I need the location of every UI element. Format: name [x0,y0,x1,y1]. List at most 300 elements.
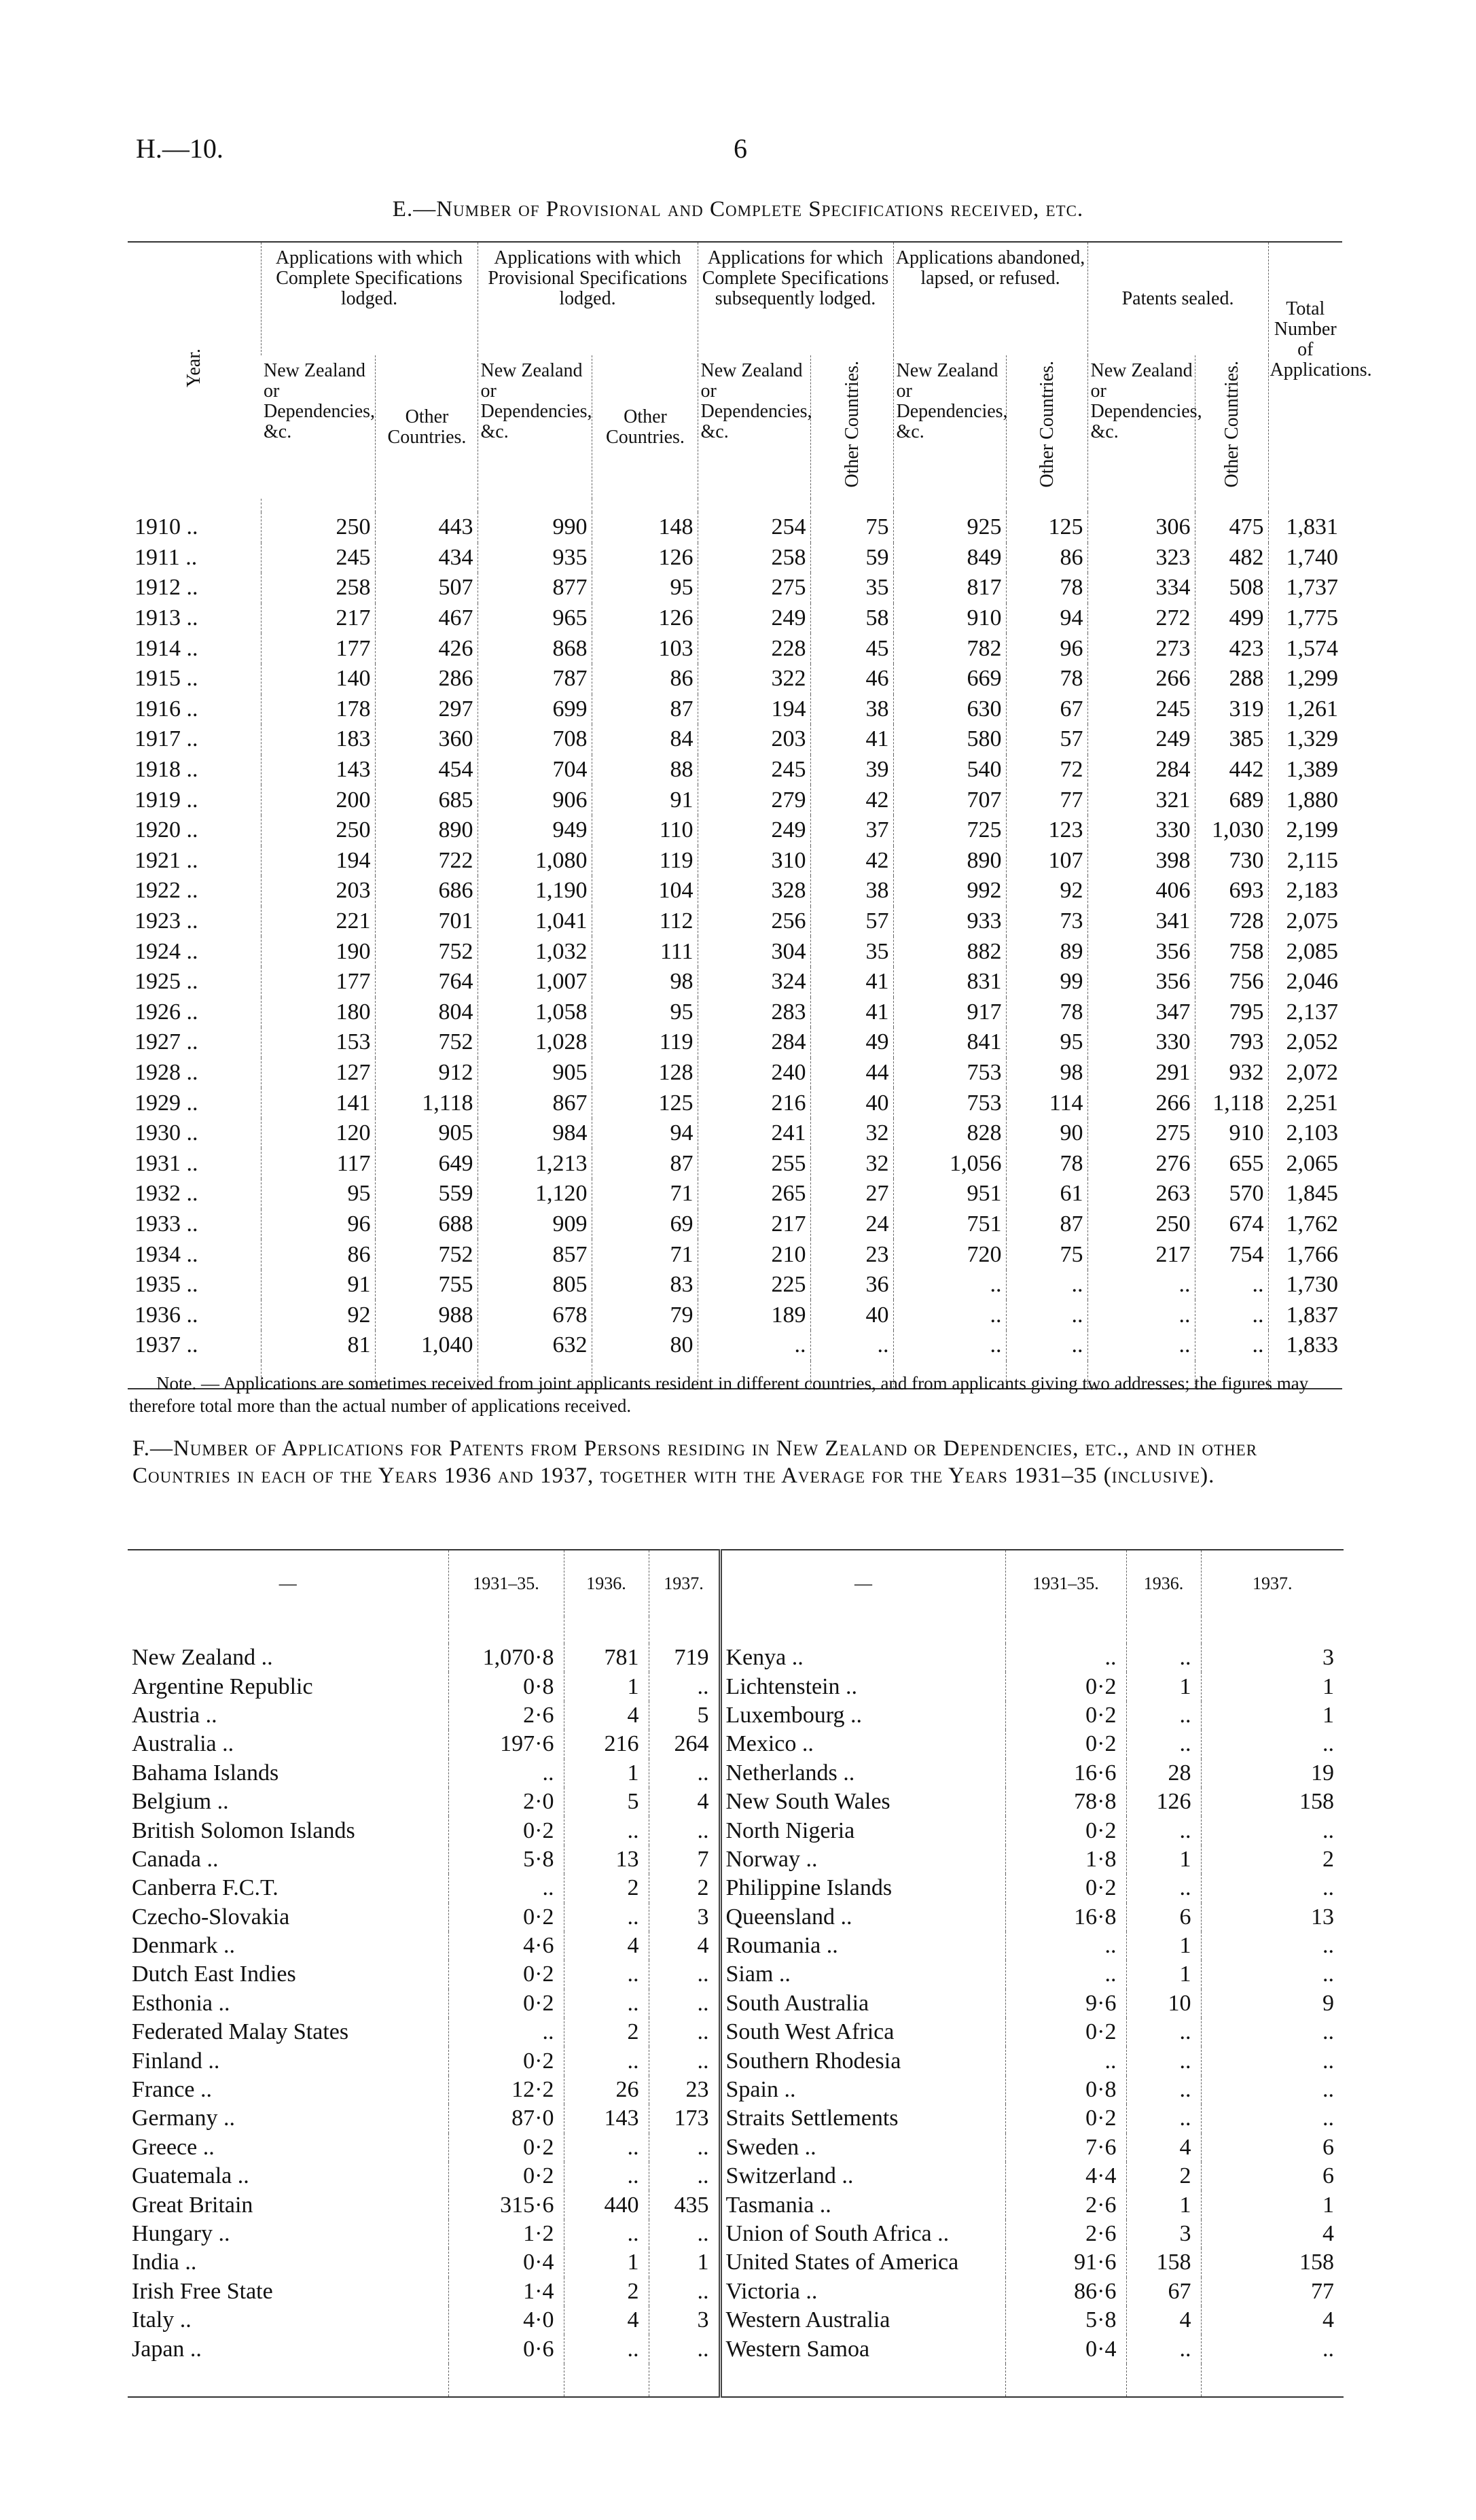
value-cell: .. [1126,2018,1201,2046]
year-cell: 1922 .. [134,878,198,904]
value-cell: 909 [478,1209,592,1240]
value-cell: 110 [592,815,698,846]
table-row [128,846,1342,876]
table-row [128,1300,1342,1330]
value-cell: 4 [564,1932,649,1960]
value-cell: 84 [592,724,698,755]
value-cell: 217 [698,1209,810,1240]
value-cell: 2,085 [1268,936,1342,967]
table-row [128,2190,1344,2219]
value-cell: 265 [698,1179,810,1209]
value-cell: .. [649,2046,720,2075]
value-cell: 103 [592,633,698,664]
country-cell: Denmark .. [132,1933,236,1959]
country-cell: India .. [132,2250,197,2275]
table-row [128,997,1342,1028]
table-row [128,2277,1344,2306]
country-cell: Czecho-Slovakia [132,1904,290,1930]
value-cell: 71 [592,1239,698,1270]
value-cell: 499 [1195,603,1268,634]
value-cell: 3 [1201,1644,1344,1672]
country-cell: Sweden .. [720,2133,1005,2162]
sub-header-other: Other Countries. [810,355,893,499]
value-cell: 406 [1087,876,1195,906]
table-row [128,876,1342,906]
value-cell: 4 [649,1932,720,1960]
value-cell: 632 [478,1330,592,1361]
value-cell: 203 [261,876,375,906]
spacer-row [128,1616,1344,1644]
value-cell: 933 [893,906,1006,937]
value-cell: 751 [893,1209,1006,1240]
value-cell: 279 [698,785,810,815]
year-cell: 1930 .. [134,1120,198,1146]
table-row [128,512,1342,543]
value-cell: .. [649,1759,720,1788]
value-cell: 2,065 [1268,1148,1342,1179]
value-cell: 27 [810,1179,893,1209]
value-cell: 126 [1126,1788,1201,1816]
value-cell: 1,007 [478,967,592,997]
group-header: Patents sealed. [1087,242,1268,355]
country-cell: Great Britain [132,2192,253,2218]
sub-header-other: Other Countries. [375,355,478,499]
value-cell: 753 [893,1088,1006,1118]
value-cell: 467 [375,603,478,634]
country-cell: South Australia [720,1989,1005,2018]
country-cell: Japan .. [132,2336,202,2362]
value-cell: 1,837 [1268,1300,1342,1330]
value-cell: 75 [1006,1239,1087,1270]
value-cell: 708 [478,724,592,755]
value-cell: 272 [1087,603,1195,634]
value-cell: .. [1201,2076,1344,2104]
value-cell: 752 [375,1027,478,1058]
value-cell: 5 [564,1788,649,1816]
value-cell: 91 [261,1270,375,1300]
value-cell: 2 [1201,1845,1344,1874]
country-cell: Philippine Islands [720,1874,1005,1902]
value-cell: 2·6 [448,1701,564,1730]
value-cell: 689 [1195,785,1268,815]
value-cell: .. [1005,1932,1126,1960]
value-cell: 1,574 [1268,633,1342,664]
value-cell: 83 [592,1270,698,1300]
value-cell: 78·8 [1005,1788,1126,1816]
value-cell: 41 [810,967,893,997]
value-cell: 40 [810,1300,893,1330]
table-row [128,603,1342,634]
year-cell: 1915 .. [134,666,198,692]
year-cell: 1926 .. [134,999,198,1025]
table-row [128,2335,1344,2363]
value-cell: 882 [893,936,1006,967]
country-cell: Roumania .. [720,1932,1005,1960]
value-cell: 701 [375,906,478,937]
value-cell: 9·6 [1005,1989,1126,2018]
value-cell: 0·2 [448,1989,564,2018]
value-cell: 140 [261,664,375,694]
year-cell: 1924 .. [134,938,198,964]
value-cell: 925 [893,512,1006,543]
country-cell: Queensland .. [720,1903,1005,1932]
value-cell: 719 [649,1644,720,1672]
value-cell: 6 [1201,2162,1344,2190]
value-cell: 90 [1006,1118,1087,1149]
table-row [128,815,1342,846]
value-cell: 24 [810,1209,893,1240]
value-cell: 540 [893,755,1006,785]
value-cell: 877 [478,573,592,603]
value-cell: 1,028 [478,1027,592,1058]
spacer-row [128,2364,1344,2397]
col-header-avg: 1931–35. [1005,1550,1126,1616]
value-cell: 288 [1195,664,1268,694]
value-cell: 2,115 [1268,846,1342,876]
col-header-country: — [720,1550,1005,1616]
value-cell: 23 [810,1239,893,1270]
value-cell: 932 [1195,1058,1268,1088]
value-cell: 795 [1195,997,1268,1028]
value-cell: .. [564,1989,649,2018]
value-cell: 263 [1087,1179,1195,1209]
value-cell: .. [1201,1960,1344,1989]
country-cell: Austria .. [132,1702,217,1728]
value-cell: 1 [649,2248,720,2277]
value-cell: 707 [893,785,1006,815]
value-cell: 41 [810,997,893,1028]
value-cell: 5·8 [448,1845,564,1874]
value-cell: .. [448,1874,564,1902]
value-cell: 94 [1006,603,1087,634]
value-cell: 123 [1006,815,1087,846]
country-cell: Federated Malay States [132,2019,349,2045]
table-row [128,694,1342,725]
year-cell: 1910 .. [134,514,198,540]
value-cell: 442 [1195,755,1268,785]
value-cell: .. [1006,1330,1087,1361]
table-row [128,785,1342,815]
value-cell: 57 [810,906,893,937]
value-cell: 804 [375,997,478,1028]
table-row [128,967,1342,997]
value-cell: 1 [1201,2190,1344,2219]
value-cell: 688 [375,1209,478,1240]
year-cell: 1932 .. [134,1181,198,1207]
value-cell: 95 [592,997,698,1028]
value-cell: 1 [564,1672,649,1701]
table-row [128,633,1342,664]
year-cell: 1936 .. [134,1302,198,1328]
value-cell: 1,080 [478,846,592,876]
country-cell: Belgium .. [132,1789,229,1815]
value-cell: 686 [375,876,478,906]
value-cell: 78 [1006,997,1087,1028]
value-cell: 304 [698,936,810,967]
value-cell: 254 [698,512,810,543]
value-cell: .. [1006,1270,1087,1300]
value-cell: 0·2 [1005,1672,1126,1701]
sub-header-other: Other Countries. [1195,355,1268,499]
value-cell: 258 [261,573,375,603]
value-cell: 210 [698,1239,810,1270]
value-cell: 935 [478,543,592,573]
value-cell: 2 [564,2277,649,2306]
value-cell: 828 [893,1118,1006,1149]
value-cell: 2,137 [1268,997,1342,1028]
table-row [128,1179,1342,1209]
value-cell: 0·2 [1005,1730,1126,1758]
country-cell: Greece .. [132,2134,215,2160]
value-cell: .. [649,1672,720,1701]
value-cell: 508 [1195,573,1268,603]
value-cell: 266 [1087,1088,1195,1118]
value-cell: .. [893,1300,1006,1330]
value-cell: 78 [1006,1148,1087,1179]
value-cell: 1,730 [1268,1270,1342,1300]
value-cell: 87 [1006,1209,1087,1240]
value-cell: 89 [1006,936,1087,967]
value-cell: 245 [261,543,375,573]
value-cell: 26 [564,2076,649,2104]
value-cell: .. [1126,1730,1201,1758]
value-cell: 35 [810,936,893,967]
table-row [128,2076,1344,2104]
table-row [128,2248,1344,2277]
value-cell: 94 [592,1118,698,1149]
value-cell: 2 [649,1874,720,1902]
value-cell: 37 [810,815,893,846]
year-cell: 1923 .. [134,908,198,934]
value-cell: 120 [261,1118,375,1149]
value-cell: 125 [592,1088,698,1118]
year-cell: 1921 .. [134,847,198,873]
table-row [128,1788,1344,1816]
value-cell: 143 [261,755,375,785]
value-cell: 96 [1006,633,1087,664]
value-cell: 984 [478,1118,592,1149]
col-header-1937: 1937. [1201,1550,1344,1616]
value-cell: 158 [1201,2248,1344,2277]
value-cell: 2,075 [1268,906,1342,937]
country-cell: Canada .. [132,1846,219,1872]
spacer-row [128,499,1342,512]
year-cell: 1919 .. [134,787,198,813]
value-cell: 1,070·8 [448,1644,564,1672]
value-cell: 2 [564,1874,649,1902]
country-cell: Switzerland .. [720,2162,1005,2190]
value-cell: .. [564,1816,649,1845]
value-cell: 86 [261,1239,375,1270]
value-cell: 46 [810,664,893,694]
value-cell: 127 [261,1058,375,1088]
value-cell: 32 [810,1118,893,1149]
value-cell: 217 [261,603,375,634]
country-cell: Australia .. [132,1731,234,1757]
value-cell: 197·6 [448,1730,564,1758]
col-header-1936: 1936. [564,1550,649,1616]
value-cell: 125 [1006,512,1087,543]
value-cell: 454 [375,755,478,785]
value-cell: 87 [592,1148,698,1179]
table-row [128,1644,1344,1672]
value-cell: 4·0 [448,2306,564,2335]
value-cell: 0·6 [448,2335,564,2363]
value-cell: 992 [893,876,1006,906]
value-cell: 143 [564,2104,649,2133]
value-cell: 6 [1126,1903,1201,1932]
year-cell: 1934 .. [134,1241,198,1267]
value-cell: 330 [1087,815,1195,846]
value-cell: 2,251 [1268,1088,1342,1118]
value-cell: .. [1201,1816,1344,1845]
value-cell: 4·4 [1005,2162,1126,2190]
value-cell: 4 [1126,2133,1201,2162]
country-cell: Canberra F.C.T. [132,1875,278,1901]
value-cell: 1,737 [1268,573,1342,603]
value-cell: .. [1195,1300,1268,1330]
value-cell: 2,052 [1268,1027,1342,1058]
group-header: Applications with which Complete Specifications lodged. [261,242,478,355]
value-cell: 2 [564,2018,649,2046]
value-cell: .. [564,1903,649,1932]
value-cell: .. [564,2046,649,2075]
value-cell: 2 [1126,2162,1201,2190]
value-cell: 9 [1201,1989,1344,2018]
value-cell: 216 [564,1730,649,1758]
country-cell: Esthonia .. [132,1990,230,2016]
value-cell: 2,183 [1268,876,1342,906]
value-cell: 356 [1087,936,1195,967]
value-cell: 849 [893,543,1006,573]
value-cell: 57 [1006,724,1087,755]
value-cell: .. [1201,2018,1344,2046]
value-cell: 912 [375,1058,478,1088]
value-cell: 286 [375,664,478,694]
country-cell: Finland .. [132,2048,220,2074]
value-cell: 756 [1195,967,1268,997]
value-cell: 426 [375,633,478,664]
table-e-title: E.—Number of Provisional and Complete Specifications received, etc. [392,197,1084,221]
table-row [128,1932,1344,1960]
table-row [128,1209,1342,1240]
value-cell: 78 [1006,664,1087,694]
value-cell: 23 [649,2076,720,2104]
year-cell: 1925 .. [134,969,198,995]
value-cell: 310 [698,846,810,876]
value-cell: 0·2 [448,1960,564,1989]
value-cell: 291 [1087,1058,1195,1088]
country-cell: Western Samoa [720,2335,1005,2363]
country-cell: Italy .. [132,2307,192,2333]
value-cell: 334 [1087,573,1195,603]
value-cell: .. [1126,1644,1201,1672]
value-cell: 831 [893,967,1006,997]
value-cell: 107 [1006,846,1087,876]
country-cell: Lichtenstein .. [720,1672,1005,1701]
country-cell: Germany .. [132,2106,236,2131]
table-row [128,2162,1344,2190]
value-cell: 177 [261,967,375,997]
year-cell: 1918 .. [134,757,198,783]
value-cell: 669 [893,664,1006,694]
value-cell: 4 [649,1788,720,1816]
value-cell: 951 [893,1179,1006,1209]
group-header: Applications for which Complete Specifications subsequently lodged. [698,242,893,355]
value-cell: .. [1201,2046,1344,2075]
value-cell: 39 [810,755,893,785]
sub-header-nz: New Zealand or Dependencies, &c. [478,355,592,499]
value-cell: 1,190 [478,876,592,906]
table-row [128,1672,1344,1701]
value-cell: 98 [592,967,698,997]
table-row [128,724,1342,755]
table-row [128,1270,1342,1300]
value-cell: 49 [810,1027,893,1058]
value-cell: 910 [1195,1118,1268,1149]
value-cell: .. [1087,1270,1195,1300]
value-cell: 117 [261,1148,375,1179]
value-cell: 720 [893,1239,1006,1270]
value-cell: 319 [1195,694,1268,725]
year-cell: 1920 .. [134,817,198,843]
value-cell: 423 [1195,633,1268,664]
value-cell: 2,199 [1268,815,1342,846]
value-cell: 1,389 [1268,755,1342,785]
value-cell: .. [1126,1816,1201,1845]
value-cell: 16·6 [1005,1759,1126,1788]
table-row [128,1960,1344,1989]
value-cell: .. [1195,1330,1268,1361]
value-cell: 10 [1126,1989,1201,2018]
value-cell: 3 [649,1903,720,1932]
table-row [128,1903,1344,1932]
value-cell: 0·2 [448,2046,564,2075]
value-cell: 1,880 [1268,785,1342,815]
value-cell: 905 [375,1118,478,1149]
value-cell: 1,261 [1268,694,1342,725]
year-cell: 1914 .. [134,635,198,661]
value-cell: 725 [893,815,1006,846]
value-cell: 36 [810,1270,893,1300]
value-cell: 398 [1087,846,1195,876]
value-cell: 225 [698,1270,810,1300]
value-cell: .. [649,2133,720,2162]
value-cell: 817 [893,573,1006,603]
value-cell: .. [1087,1330,1195,1361]
document-code: H.—10. [136,133,223,164]
table-row [128,1118,1342,1149]
country-cell: United States of America [720,2248,1005,2277]
year-cell: 1927 .. [134,1029,198,1055]
value-cell: 189 [698,1300,810,1330]
value-cell: 95 [592,573,698,603]
value-cell: 341 [1087,906,1195,937]
value-cell: 81 [261,1330,375,1361]
value-cell: 250 [261,512,375,543]
table-row [128,1730,1344,1758]
value-cell: 86 [592,664,698,694]
value-cell: 1,032 [478,936,592,967]
value-cell: 685 [375,785,478,815]
country-cell: Siam .. [720,1960,1005,1989]
value-cell: 95 [261,1179,375,1209]
country-cell: Irish Free State [132,2278,273,2304]
value-cell: 306 [1087,512,1195,543]
value-cell: 86·6 [1005,2277,1126,2306]
value-cell: 649 [375,1148,478,1179]
value-cell: 42 [810,846,893,876]
